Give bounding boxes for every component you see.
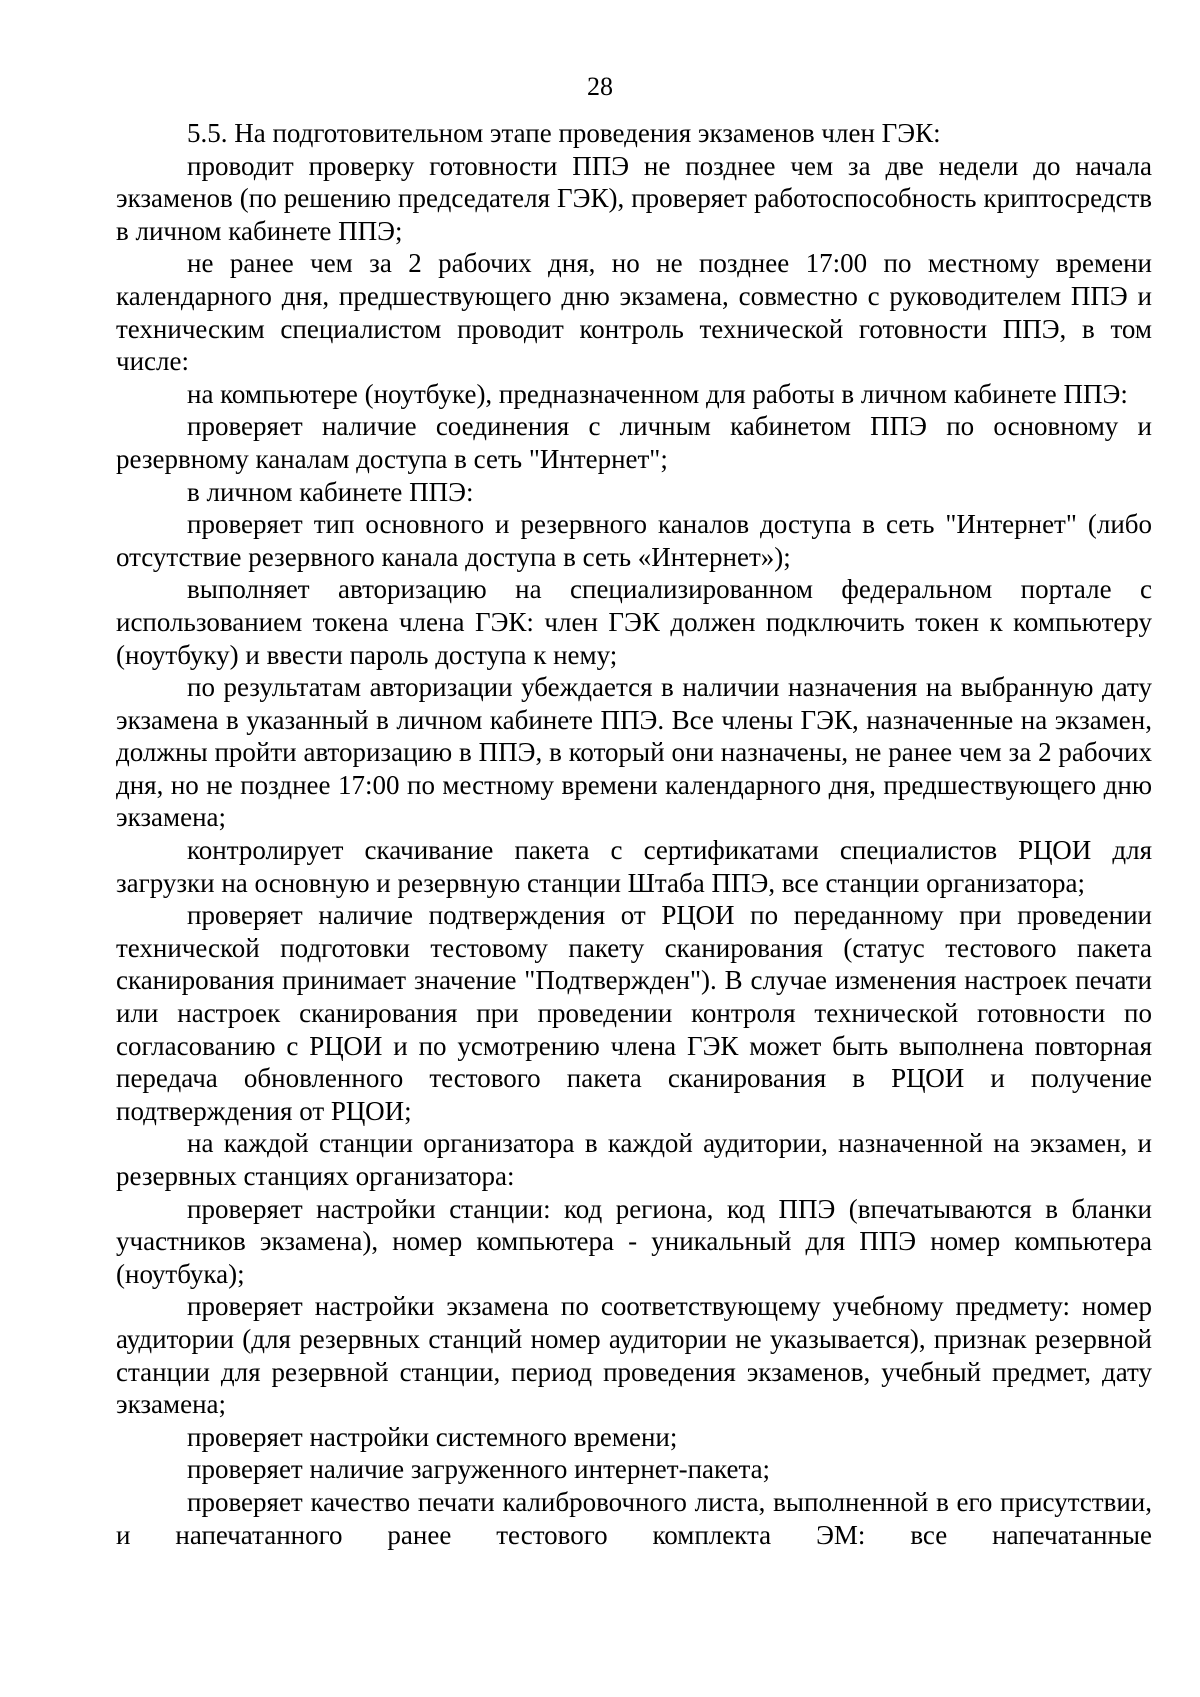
paragraph: контролирует скачивание пакета с сертификатами специалистов РЦОИ для загрузки на основную и резервную станции Штаба ППЭ, все станции организатора;	[116, 835, 1152, 898]
page-number: 28	[587, 72, 613, 101]
paragraph-section-5-5: 5.5. На подготовительном этапе проведения экзаменов член ГЭК:	[187, 118, 941, 148]
paragraph: выполняет авторизацию на специализированном федеральном портале с использованием токена члена ГЭК: член ГЭК должен подключить токен к компьютеру (ноутбуку) и ввести пароль доступа к нему;	[116, 574, 1152, 670]
paragraph: проверяет наличие загруженного интернет-пакета;	[187, 1454, 771, 1485]
paragraph: проверяет настройки станции: код региона, код ППЭ (впечатываются в бланки участников экзамена), номер компьютера - уникальный для ППЭ номер компьютера (ноутбука);	[116, 1193, 1152, 1289]
paragraph: в личном кабинете ППЭ:	[187, 476, 474, 507]
document-body	[116, 117, 1152, 1551]
paragraph: проверяет тип основного и резервного каналов доступа в сеть "Интернет" (либо отсутствие резервного канала доступа в сеть «Интернет»);	[116, 509, 1152, 572]
paragraph-continued: проверяет качество печати калибровочного листа, выполненной в его присутствии, и напечатанного ранее тестового комплекта ЭМ: все напечатанные	[116, 1486, 1152, 1550]
paragraph: по результатам авторизации убеждается в наличии назначения на выбранную дату экзамена в указанный в личном кабинете ППЭ. Все члены ГЭК, назначенные на экзамен, должны пройти авторизацию в ППЭ, в который они назначены, не ранее чем за 2 рабочих дня, но не позднее 17:00 по местному времени календарного дня, предшествующего дню экзамена;	[116, 672, 1152, 833]
paragraph: проверяет настройки системного времени;	[187, 1421, 678, 1452]
paragraph: не ранее чем за 2 рабочих дня, но не позднее 17:00 по местному времени календарного дня, предшествующего дню экзамена, совместно с руководителем ППЭ и техническим специалистом проводит контроль технической готовности ППЭ, в том числе:	[116, 248, 1152, 377]
paragraph: проверяет наличие подтверждения от РЦОИ по переданному при проведении технической подготовки тестовому пакету сканирования (статус тестового пакета сканирования принимает значение "Подтвержден"). В случае изменения настроек печати или настроек сканирования при проведении контроля технической готовности по согласованию с РЦОИ и по усмотрению члена ГЭК может быть выполнена повторная передача обновленного тестового пакета сканирования в РЦОИ и получение подтверждения от РЦОИ;	[116, 900, 1152, 1126]
paragraph: проверяет наличие соединения с личным кабинетом ППЭ по основному и резервному каналам доступа в сеть "Интернет";	[116, 411, 1152, 474]
paragraph: проверяет настройки экзамена по соответствующему учебному предмету: номер аудитории (для резервных станций номер аудитории не указывается), признак резервной станции для резервной станции, период проведения экзаменов, учебный предмет, дату экзамена;	[116, 1291, 1152, 1420]
paragraph: проводит проверку готовности ППЭ не позднее чем за две недели до начала экзаменов (по решению председателя ГЭК), проверяет работоспособность криптосредств в личном кабинете ППЭ;	[116, 150, 1152, 246]
paragraph: на каждой станции организатора в каждой аудитории, назначенной на экзамен, и резервных станциях организатора:	[116, 1128, 1152, 1191]
paragraph: на компьютере (ноутбуке), предназначенном для работы в личном кабинете ППЭ:	[187, 378, 1128, 409]
